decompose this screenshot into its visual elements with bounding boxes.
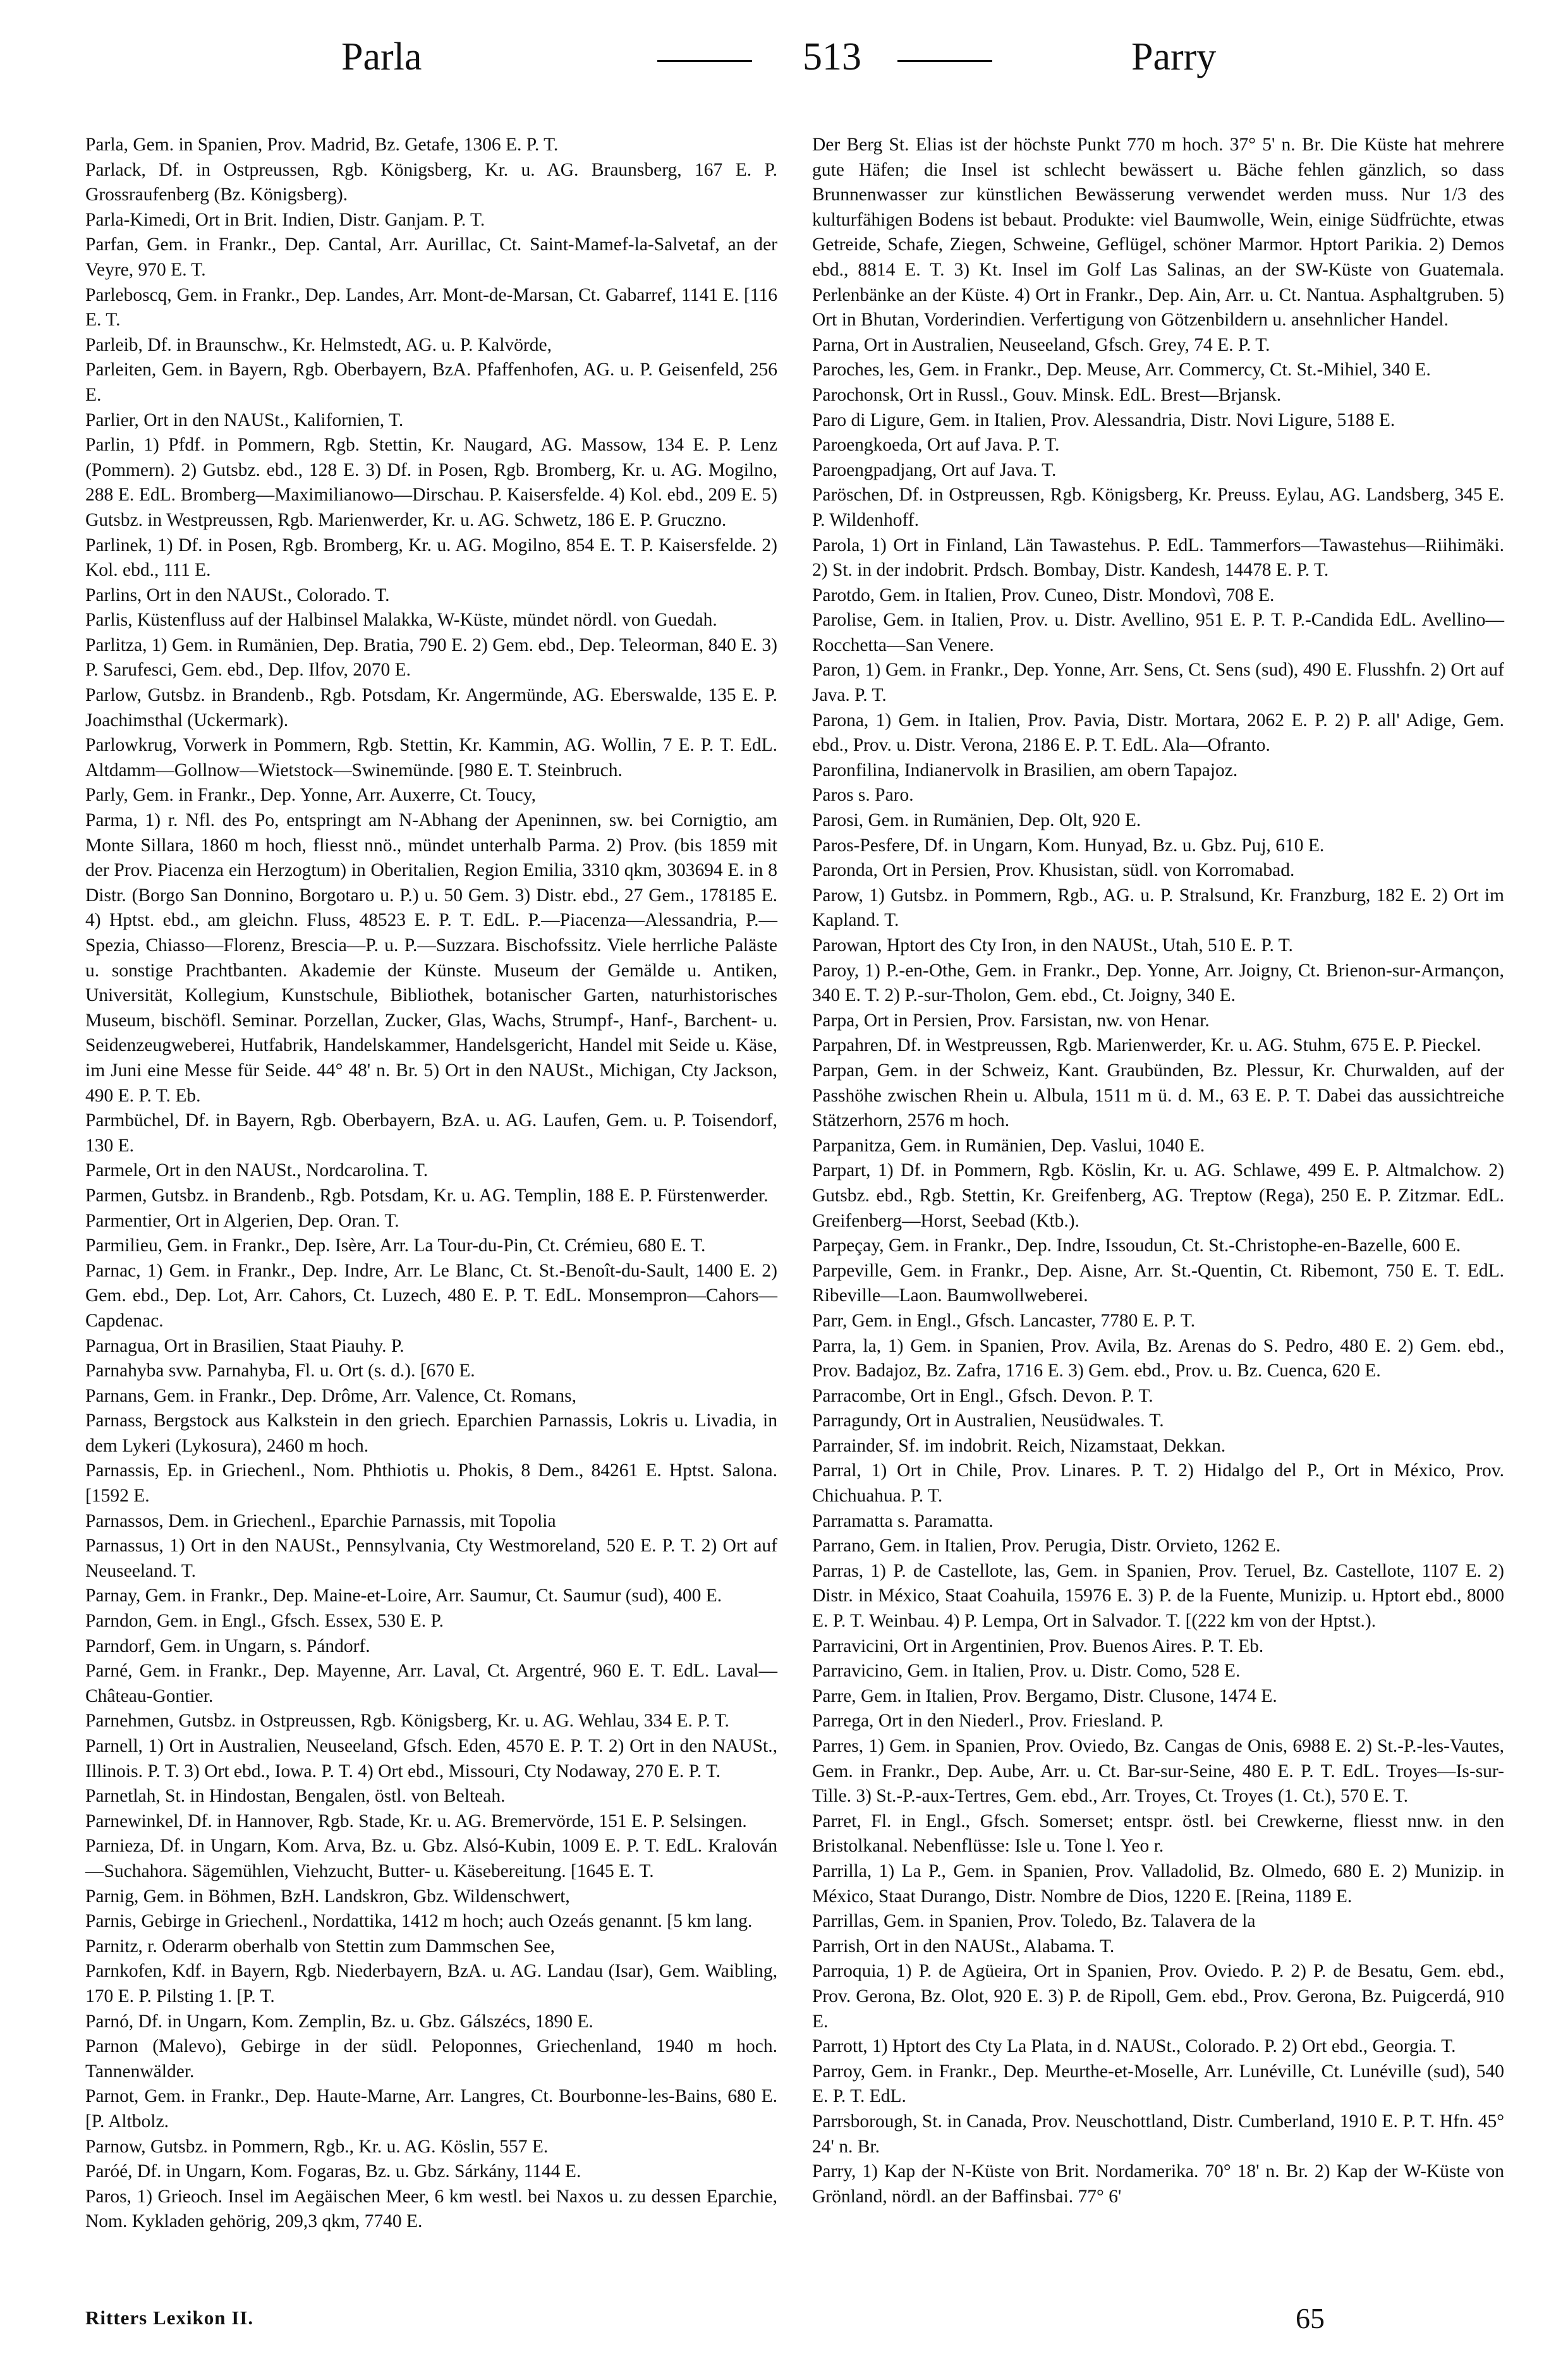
dictionary-entry: Parpeville, Gem. in Frankr., Dep. Aisne, Arr. St.-Quentin, Ct. Ribemont, 750 E. T. EdL. Ribeville—Laon. Baumwollweberei. xyxy=(812,1260,1504,1306)
dictionary-entry: Paronda, Ort in Persien, Prov. Khusistan, südl. von Korromabad. xyxy=(812,860,1295,881)
dictionary-entry: Parlin, 1) Pfdf. in Pommern, Rgb. Stettin, Kr. Naugard, AG. Massow, 134 E. P. Lenz (Pommern). 2) Gutsbz. ebd., 128 E. 3) Df. in Posen, Rgb. Bromberg, Kr. u. AG. Mogilno, 288 E. EdL. Bromberg—Maximilianowo—Dirschau. P. Kaisersfelde. 4) Kol. ebd., 209 E. 5) Gutsbz. in Westpreussen, Rgb. Marienwerder, Kr. u. AG. Schwetz, 186 E. P. Gruczno. xyxy=(85,435,777,530)
dictionary-entry: Parlinek, 1) Df. in Posen, Rgb. Bromberg, Kr. u. AG. Mogilno, 854 E. T. P. Kaisersfelde. 2) Kol. ebd., 111 E. xyxy=(85,535,777,581)
page-header xyxy=(82,35,1492,92)
dictionary-entry: Parnassos, Dem. in Griechenl., Eparchie Parnassis, mit Topolia xyxy=(85,1510,556,1531)
dictionary-entry: Parndorf, Gem. in Ungarn, s. Pándorf. xyxy=(85,1635,370,1656)
dictionary-entry: Parramatta s. Paramatta. xyxy=(812,1510,994,1531)
dictionary-entry: Parlow, Gutsbz. in Brandenb., Rgb. Potsdam, Kr. Angermünde, AG. Eberswalde, 135 E. P. Joachimsthal (Uckermark). xyxy=(85,685,777,731)
dictionary-entry: Parnieza, Df. in Ungarn, Kom. Arva, Bz. u. Gbz. Alsó-Kubin, 1009 E. P. T. EdL. Kralován—Suchahora. Sägemühlen, Viehzucht, Butter- u. Käsebereitung. [1645 E. T. xyxy=(85,1836,777,1881)
dictionary-entry: Parr, Gem. in Engl., Gfsch. Lancaster, 7780 E. P. T. xyxy=(812,1310,1196,1331)
dictionary-entry: Parragundy, Ort in Australien, Neusüdwales. T. xyxy=(812,1410,1164,1431)
dictionary-entry: Parpa, Ort in Persien, Prov. Farsistan, nw. von Henar. xyxy=(812,1010,1210,1031)
dictionary-entry: Parosi, Gem. in Rumänien, Dep. Olt, 920 E. xyxy=(812,810,1141,831)
dictionary-entry: Parrega, Ort in den Niederl., Prov. Friesland. P. xyxy=(812,1711,1164,1732)
dictionary-entry: Parnahyba svw. Parnahyba, Fl. u. Ort (s. d.). [670 E. xyxy=(85,1361,475,1381)
dictionary-entry: Parret, Fl. in Engl., Gfsch. Somerset; entspr. östl. bei Crewkerne, fliesst nnw. in den Bristolkanal. Nebenflüsse: Isle u. Tone l. Yeo r. xyxy=(812,1811,1504,1857)
dictionary-entry: Parow, 1) Gutsbz. in Pommern, Rgb., AG. u. P. Stralsund, Kr. Franzburg, 182 E. 2) Ort im Kapland. T. xyxy=(812,885,1504,931)
dictionary-entry: Paröschen, Df. in Ostpreussen, Rgb. Königsberg, Kr. Preuss. Eylau, AG. Landsberg, 345 E. P. Wildenhoff. xyxy=(812,485,1504,530)
dictionary-entry: Parrsborough, St. in Canada, Prov. Neuschottland, Distr. Cumberland, 1910 E. P. T. Hfn. 45° 24' n. Br. xyxy=(812,2111,1504,2157)
dictionary-entry: Parlier, Ort in den NAUSt., Kalifornien, T. xyxy=(85,410,404,430)
dictionary-entry: Parroquia, 1) P. de Agüeira, Ort in Spanien, Prov. Oviedo. P. 2) P. de Besatu, Gem. ebd., Prov. Gerona, Bz. Olot, 920 E. 3) P. de Ripoll, Gem. ebd., Prov. Gerona, Bz. Puigcerdá, 910 E. xyxy=(812,1961,1504,2032)
header-right-word: Parry xyxy=(1131,35,1217,78)
dictionary-entry: Parroy, Gem. in Frankr., Dep. Meurthe-et-Moselle, Arr. Lunéville, Ct. Lunéville (sud), 540 E. P. T. EdL. xyxy=(812,2061,1504,2107)
dictionary-entry: Parmen, Gutsbz. in Brandenb., Rgb. Potsdam, Kr. u. AG. Templin, 188 E. P. Fürstenwerder. xyxy=(85,1185,769,1206)
dictionary-entry: Parolise, Gem. in Italien, Prov. u. Distr. Avellino, 951 E. P. T. P.-Candida EdL. Avellino—Rocchetta—San Venere. xyxy=(812,610,1504,655)
dictionary-entry: Parpan, Gem. in der Schweiz, Kant. Graubünden, Bz. Plessur, Kr. Churwalden, auf der Passhöhe zwischen Rhein u. Albula, 1511 m ü. d. M., 63 E. P. T. Dabei das aussichtreiche Stätzerhorn, 2576 m hoch. xyxy=(812,1060,1504,1131)
footer-signature: 65 xyxy=(1296,2302,1325,2334)
page-number: 513 xyxy=(803,35,861,78)
footer-publisher: Ritters Lexikon II. xyxy=(85,2307,254,2329)
dictionary-entry: Parleiten, Gem. in Bayern, Rgb. Oberbayern, BzA. Pfaffenhofen, AG. u. P. Geisenfeld, 256 E. xyxy=(85,360,777,405)
dictionary-entry: Parlitza, 1) Gem. in Rumänien, Dep. Bratia, 790 E. 2) Gem. ebd., Dep. Teleorman, 840 E. 3) P. Sarufesci, Gem. ebd., Dep. Ilfov, 2070 E. xyxy=(85,634,777,681)
dictionary-entry: Parlowkrug, Vorwerk in Pommern, Rgb. Stettin, Kr. Kammin, AG. Wollin, 7 E. P. T. EdL. Altdamm—Gollnow—Wietstock—Swinemünde. [980 E. T. Steinbruch. xyxy=(85,735,777,780)
dictionary-entry: Paron, 1) Gem. in Frankr., Dep. Yonne, Arr. Sens, Ct. Sens (sud), 490 E. Flusshfn. 2) Ort auf Java. P. T. xyxy=(812,660,1504,706)
header-dash-left xyxy=(657,60,752,62)
right-column xyxy=(812,133,1504,2209)
dictionary-entry: Parnagua, Ort in Brasilien, Staat Piauhy. P. xyxy=(85,1335,404,1356)
dictionary-entry: Parmentier, Ort in Algerien, Dep. Oran. T. xyxy=(85,1210,399,1231)
dictionary-entry: Parowan, Hptort des Cty Iron, in den NAUSt., Utah, 510 E. P. T. xyxy=(812,935,1293,956)
dictionary-entry: Parres, 1) Gem. in Spanien, Prov. Oviedo, Bz. Cangas de Onis, 6988 E. 2) St.-P.-les-Vautes, Gem. in Frankr., Dep. Aube, Arr. u. Ct. Bar-sur-Seine, 480 E. P. T. EdL. Troyes—Is-sur-Tille. 3) St.-P.-aux-Tertres, Gem. ebd., Arr. Troyes, Ct. Troyes (1. Ct.), 570 E. T. xyxy=(812,1736,1504,1807)
dictionary-entry: Parna, Ort in Australien, Neuseeland, Gfsch. Grey, 74 E. P. T. xyxy=(812,334,1270,355)
dictionary-entry: Parlins, Ort in den NAUSt., Colorado. T. xyxy=(85,585,390,605)
dictionary-entry: Parnay, Gem. in Frankr., Dep. Maine-et-Loire, Arr. Saumur, Ct. Saumur (sud), 400 E. xyxy=(85,1586,722,1606)
dictionary-entry: Parrainder, Sf. im indobrit. Reich, Nizamstaat, Dekkan. xyxy=(812,1435,1226,1456)
dictionary-entry: Paroches, les, Gem. in Frankr., Dep. Meuse, Arr. Commercy, Ct. St.-Mihiel, 340 E. xyxy=(812,360,1431,380)
dictionary-entry: Parfan, Gem. in Frankr., Dep. Cantal, Arr. Aurillac, Ct. Saint-Mamef-la-Salvetaf, an der Veyre, 970 E. T. xyxy=(85,234,777,280)
dictionary-entry: Parrott, 1) Hptort des Cty La Plata, in d. NAUSt., Colorado. P. 2) Ort ebd., Georgia. T. xyxy=(812,2036,1456,2057)
dictionary-entry: Parly, Gem. in Frankr., Dep. Yonne, Arr. Auxerre, Ct. Toucy, xyxy=(85,785,536,806)
dictionary-entry: Parrish, Ort in den NAUSt., Alabama. T. xyxy=(812,1936,1115,1956)
dictionary-entry: Parla-Kimedi, Ort in Brit. Indien, Distr. Ganjam. P. T. xyxy=(85,209,485,230)
dictionary-entry: Parre, Gem. in Italien, Prov. Bergamo, Distr. Clusone, 1474 E. xyxy=(812,1685,1277,1706)
dictionary-entry: Parla, Gem. in Spanien, Prov. Madrid, Bz. Getafe, 1306 E. P. T. xyxy=(85,135,559,155)
dictionary-entry: Parrano, Gem. in Italien, Prov. Perugia, Distr. Orvieto, 1262 E. xyxy=(812,1536,1281,1556)
dictionary-entry: Parpahren, Df. in Westpreussen, Rgb. Marienwerder, Kr. u. AG. Stuhm, 675 E. P. Pieckel. xyxy=(812,1035,1481,1056)
dictionary-entry: Parravicini, Ort in Argentinien, Prov. Buenos Aires. P. T. Eb. xyxy=(812,1635,1264,1656)
dictionary-entry: Parnassus, 1) Ort in den NAUSt., Pennsylvania, Cty Westmoreland, 520 E. P. T. 2) Ort auf Neuseeland. T. xyxy=(85,1536,777,1581)
dictionary-entry: Parndon, Gem. in Engl., Gfsch. Essex, 530 E. P. xyxy=(85,1611,444,1632)
header-left-word: Parla xyxy=(341,35,422,78)
dictionary-entry: Paronfilina, Indianervolk in Brasilien, am obern Tapajoz. xyxy=(812,760,1238,780)
dictionary-entry: Parnell, 1) Ort in Australien, Neuseeland, Gfsch. Eden, 4570 E. P. T. 2) Ort in den NAUSt., Illinois. P. T. 3) Ort ebd., Iowa. P. T. 4) Ort ebd., Missouri, Cty Nodaway, 270 E. P. T. xyxy=(85,1736,777,1781)
dictionary-entry: Parnis, Gebirge in Griechenl., Nordattika, 1412 m hoch; auch Ozeás genannt. [5 km lang. xyxy=(85,1911,753,1932)
dictionary-entry: Parrillas, Gem. in Spanien, Prov. Toledo, Bz. Talavera de la xyxy=(812,1911,1256,1932)
dictionary-entry: Parlack, Df. in Ostpreussen, Rgb. Königsberg, Kr. u. AG. Braunsberg, 167 E. P. Grossraufenberg (Bz. Königsberg). xyxy=(85,159,777,205)
dictionary-entry: Paros s. Paro. xyxy=(812,785,914,806)
dictionary-entry: Parnkofen, Kdf. in Bayern, Rgb. Niederbayern, BzA. u. AG. Landau (Isar), Gem. Waibling, 170 E. P. Pilsting 1. [P. T. xyxy=(85,1961,777,2006)
dictionary-entry: Parpart, 1) Df. in Pommern, Rgb. Köslin, Kr. u. AG. Schlawe, 499 E. P. Altmalchow. 2) Gutsbz. ebd., Rgb. Stettin, Kr. Greifenberg, AG. Treptow (Rega), 250 E. P. Zitzmar. EdL. Greifenberg—Horst, Seebad (Ktb.). xyxy=(812,1160,1504,1231)
dictionary-entry: Parnig, Gem. in Böhmen, BzH. Landskron, Gbz. Wildenschwert, xyxy=(85,1886,570,1907)
dictionary-entry: Parmilieu, Gem. in Frankr., Dep. Isère, Arr. La Tour-du-Pin, Ct. Crémieu, 680 E. T. xyxy=(85,1235,706,1256)
dictionary-entry: Parnow, Gutsbz. in Pommern, Rgb., Kr. u. AG. Köslin, 557 E. xyxy=(85,2136,549,2157)
dictionary-entry: Parnehmen, Gutsbz. in Ostpreussen, Rgb. Königsberg, Kr. u. AG. Wehlau, 334 E. P. T. xyxy=(85,1711,729,1732)
dictionary-entry: Parrilla, 1) La P., Gem. in Spanien, Prov. Valladolid, Bz. Olmedo, 680 E. 2) Munizip. in México, Staat Durango, Distr. Nombre de Dios, 1220 E. [Reina, 1189 E. xyxy=(812,1860,1504,1907)
dictionary-entry: Paros, 1) Grieoch. Insel im Aegäischen Meer, 6 km westl. bei Naxos u. zu dessen Eparchie, Nom. Kykladen gehörig, 209,3 qkm, 7740 E. xyxy=(85,2186,777,2232)
dictionary-entry: Parleboscq, Gem. in Frankr., Dep. Landes, Arr. Mont-de-Marsan, Ct. Gabarref, 1141 E. [116 E. T. xyxy=(85,284,777,331)
dictionary-entry: Parral, 1) Ort in Chile, Prov. Linares. P. T. 2) Hidalgo del P., Ort in México, Prov. Chichuahua. P. T. xyxy=(812,1460,1504,1507)
dictionary-entry: Parnon (Malevo), Gebirge in der südl. Peloponnes, Griechenland, 1940 m hoch. Tannenwälder. xyxy=(85,2036,777,2082)
dictionary-entry: Parry, 1) Kap der N-Küste von Brit. Nordamerika. 70° 18' n. Br. 2) Kap der W-Küste von Grönland, nördl. an der Baffinsbai. 77° 6' xyxy=(812,2161,1504,2207)
dictionary-entry: Parracombe, Ort in Engl., Gfsch. Devon. P. T. xyxy=(812,1385,1153,1406)
dictionary-entry: Parona, 1) Gem. in Italien, Prov. Pavia, Distr. Mortara, 2062 E. P. 2) P. all' Adige, Gem. ebd., Prov. u. Distr. Verona, 2186 E. P. T. EdL. Ala—Ofranto. xyxy=(812,710,1504,756)
dictionary-entry: Parnassis, Ep. in Griechenl., Nom. Phthiotis u. Phokis, 8 Dem., 84261 E. Hptst. Salona. [1592 E. xyxy=(85,1460,777,1507)
dictionary-entry: Parra, la, 1) Gem. in Spanien, Prov. Avila, Bz. Arenas do S. Pedro, 480 E. 2) Gem. ebd., Prov. Badajoz, Bz. Zafra, 1716 E. 3) Gem. ebd., Prov. u. Bz. Cuenca, 620 E. xyxy=(812,1335,1504,1381)
dictionary-entry: Parnans, Gem. in Frankr., Dep. Drôme, Arr. Valence, Ct. Romans, xyxy=(85,1385,576,1406)
dictionary-entry: Parravicino, Gem. in Italien, Prov. u. Distr. Como, 528 E. xyxy=(812,1661,1241,1682)
dictionary-entry: Parnewinkel, Df. in Hannover, Rgb. Stade, Kr. u. AG. Bremervörde, 151 E. P. Selsingen. xyxy=(85,1811,747,1831)
dictionary-entry: Parnó, Df. in Ungarn, Kom. Zemplin, Bz. u. Gbz. Gálszécs, 1890 E. xyxy=(85,2011,593,2032)
dictionary-entry: Parnitz, r. Oderarm oberhalb von Stettin zum Dammschen See, xyxy=(85,1936,556,1956)
dictionary-entry: Parmele, Ort in den NAUSt., Nordcarolina. T. xyxy=(85,1160,428,1181)
dictionary-entry: Paróé, Df. in Ungarn, Kom. Fogaras, Bz. u. Gbz. Sárkány, 1144 E. xyxy=(85,2161,581,2182)
dictionary-entry: Parné, Gem. in Frankr., Dep. Mayenne, Arr. Laval, Ct. Argentré, 960 E. T. EdL. Laval—Château-Gontier. xyxy=(85,1661,777,1706)
dictionary-entry: Der Berg St. Elias ist der höchste Punkt 770 m hoch. 37° 5' n. Br. Die Küste hat mehrere gute Häfen; die Insel ist schlecht bewässert u. Bäche fehlen gänzlich, so dass Brunnenwasser zur künstlichen Bewässerung verwendet werden muss. Nur 1/3 des kulturfähigen Bodens ist bebaut. Produkte: viel Baumwolle, Wein, einige Südfrüchte, etwas Getreide, Schafe, Ziegen, Schweine, Geflügel, schöner Marmor. Hptort Parikia. 2) Demos ebd., 8814 E. T. 3) Kt. Insel im Golf Las Salinas, an der SW-Küste von Guatemala. Perlenbänke an der Küste. 4) Ort in Frankr., Dep. Ain, Arr. u. Ct. Nantua. Asphaltgruben. 5) Ort in Bhutan, Vorderindien. Verfertigung von Götzenbildern u. ansehnlicher Handel. xyxy=(812,135,1504,331)
dictionary-entry: Parola, 1) Ort in Finland, Län Tawastehus. P. EdL. Tammerfors—Tawastehus—Riihimäki. 2) St. in der indobrit. Prdsch. Bombay, Distr. Kandesh, 14478 E. P. T. xyxy=(812,535,1504,581)
dictionary-entry: Paroengpadjang, Ort auf Java. T. xyxy=(812,459,1057,480)
dictionary-entry: Parnetlah, St. in Hindostan, Bengalen, östl. von Belteah. xyxy=(85,1786,506,1807)
dictionary-entry: Parnass, Bergstock aus Kalkstein in den griech. Eparchien Parnassis, Lokris u. Livadia, in dem Lykeri (Lykosura), 2460 m hoch. xyxy=(85,1410,777,1456)
dictionary-entry: Parlis, Küstenfluss auf der Halbinsel Malakka, W-Küste, mündet nördl. von Guedah. xyxy=(85,610,717,631)
dictionary-entry: Parochonsk, Ort in Russl., Gouv. Minsk. EdL. Brest—Brjansk. xyxy=(812,384,1282,405)
dictionary-entry: Parnot, Gem. in Frankr., Dep. Haute-Marne, Arr. Langres, Ct. Bourbonne-les-Bains, 680 E. [P. Altbolz. xyxy=(85,2086,777,2132)
dictionary-entry: Paroengkoeda, Ort auf Java. P. T. xyxy=(812,435,1060,456)
dictionary-entry: Parpanitza, Gem. in Rumänien, Dep. Vaslui, 1040 E. xyxy=(812,1135,1205,1156)
dictionary-entry: Paroy, 1) P.-en-Othe, Gem. in Frankr., Dep. Yonne, Arr. Joigny, Ct. Brienon-sur-Armançon, 340 E. T. 2) P.-sur-Tholon, Gem. ebd., Ct. Joigny, 340 E. xyxy=(812,960,1504,1006)
dictionary-entry: Parma, 1) r. Nfl. des Po, entspringt am N-Abhang der Apeninnen, sw. bei Cornigtio, am Monte Sillara, 1860 m hoch, fliesst nnö., mündet unterhalb Parma. 2) Prov. (bis 1859 mit der Prov. Piacenza ein Herzogtum) in Oberitalien, Region Emilia, 3310 qkm, 303694 E. in 8 Distr. (Borgo San Donnino, Borgotaro u. P.) u. 50 Gem. 3) Distr. ebd., 27 Gem., 178185 E. 4) Hptst. ebd., am gleichn. Fluss, 48523 E. P. T. EdL. P.—Piacenza—Alessandria, P.—Spezia, Chiasso—Florenz, Brescia—P. u. P.—Suzzara. Bischofssitz. Viele herrliche Paläste u. sonstige Prachtbanten. Akademie der Künste. Museum der Gemälde u. Antiken, Universität, Kollegium, Kunstschule, Bibliothek, botanischer Garten, naturhistorisches Museum, bischöfl. Seminar. Porzellan, Zucker, Glas, Wachs, Strumpf-, Hanf-, Barchent- u. Seidenzeugweberei, Hutfabrik, Handelskammer, Handelsgericht, Handel mit Seide u. Käse, im Juni eine Messe für Seide. 44° 48' n. Br. 5) Ort in den NAUSt., Michigan, Cty Jackson, 490 E. P. T. Eb. xyxy=(85,810,777,1106)
dictionary-entry: Parmbüchel, Df. in Bayern, Rgb. Oberbayern, BzA. u. AG. Laufen, Gem. u. P. Toisendorf, 130 E. xyxy=(85,1110,777,1156)
dictionary-entry: Parotdo, Gem. in Italien, Prov. Cuneo, Distr. Mondovì, 708 E. xyxy=(812,585,1275,605)
dictionary-entry: Paros-Pesfere, Df. in Ungarn, Kom. Hunyad, Bz. u. Gbz. Puj, 610 E. xyxy=(812,835,1325,856)
dictionary-entry: Parpeçay, Gem. in Frankr., Dep. Indre, Issoudun, Ct. St.-Christophe-en-Bazelle, 600 E. xyxy=(812,1235,1461,1256)
dictionary-entry: Parnac, 1) Gem. in Frankr., Dep. Indre, Arr. Le Blanc, Ct. St.-Benoît-du-Sault, 1400 E. 2) Gem. ebd., Dep. Lot, Arr. Cahors, Ct. Luzech, 480 E. P. T. EdL. Monsempron—Cahors—Capdenac. xyxy=(85,1260,777,1331)
header-dash-right xyxy=(897,60,992,62)
dictionary-entry: Paro di Ligure, Gem. in Italien, Prov. Alessandria, Distr. Novi Ligure, 5188 E. xyxy=(812,410,1395,430)
left-column xyxy=(85,133,777,2235)
dictionary-entry: Parleib, Df. in Braunschw., Kr. Helmstedt, AG. u. P. Kalvörde, xyxy=(85,334,552,355)
dictionary-entry: Parras, 1) P. de Castellote, las, Gem. in Spanien, Prov. Teruel, Bz. Castellote, 1107 E. 2) Distr. in México, Staat Coahuila, 15976 E. 3) P. de la Fuente, Munizip. u. Hptort ebd., 8000 E. P. T. Weinbau. 4) P. Lempa, Ort in Salvador. T. [(222 km von der Hptst.). xyxy=(812,1560,1504,1632)
